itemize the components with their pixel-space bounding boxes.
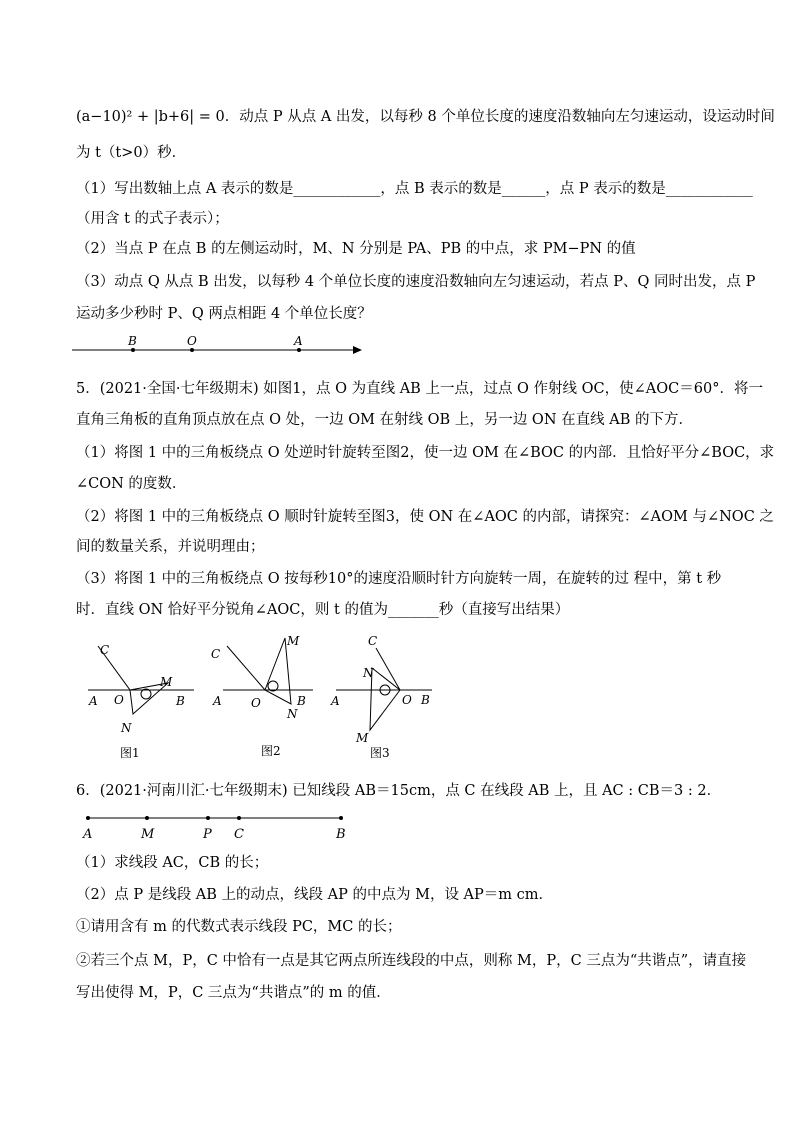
seg-point-C bbox=[237, 816, 241, 820]
p5-q2b: 间的数量关系，并说明理由； bbox=[76, 539, 265, 555]
p6-q2ii-a: ②若三个点 M，P，C 中恰有一点是其它两点所连线段的中点，则称 M，P，C 三点为“共谐点”，请直接 bbox=[76, 953, 747, 969]
fig2-caption: 图2 bbox=[261, 744, 281, 758]
p6-q2ii-b: 写出使得 M，P，C 三点为“共谐点”的 m 的值． bbox=[76, 985, 391, 1001]
seg-point-B bbox=[339, 816, 343, 820]
fig2-label-A: A bbox=[213, 694, 222, 708]
fig3-label-O: O bbox=[402, 693, 412, 707]
seg-label-A: A bbox=[83, 827, 93, 842]
seg-point-P bbox=[206, 816, 210, 820]
label-A: A bbox=[294, 334, 303, 348]
fig1-label-A: A bbox=[89, 694, 98, 708]
fig1-caption: 图1 bbox=[120, 746, 140, 760]
figure-1 bbox=[80, 630, 200, 765]
p4-line1: (a−10)² + |b+6| = 0．动点 P 从点 A 出发，以每秒 8 个单位长度的速度沿数轴向左匀速运动，设运动时间 bbox=[76, 109, 775, 125]
p4-q3b: 运动多少秒时 P、Q 两点相距 4 个单位长度？ bbox=[76, 306, 372, 322]
fig1-label-N: N bbox=[121, 721, 132, 735]
p4-line2: 为 t（t>0）秒． bbox=[76, 145, 187, 161]
label-O: O bbox=[187, 334, 197, 348]
fig3-label-C: C bbox=[368, 634, 378, 648]
figure-2 bbox=[205, 630, 325, 765]
point-B-dot bbox=[131, 348, 135, 352]
p4-q2: （2）当点 P 在点 B 的左侧运动时，M、N 分别是 PA、PB 的中点，求 PM−PN 的值 bbox=[76, 241, 636, 257]
seg-label-B: B bbox=[336, 827, 346, 842]
p5-line1: 5．(2021·全国·七年级期末) 如图1，点 O 为直线 AB 上一点，过点 O 作射线 OC，使∠AOC＝60°．将一 bbox=[76, 381, 763, 397]
p6-q2: （2）点 P 是线段 AB 上的动点，线段 AP 的中点为 M，设 AP＝m cm． bbox=[76, 887, 554, 903]
figure-3 bbox=[328, 630, 440, 765]
p5-q3a: （3）将图 1 中的三角板绕点 O 按每秒10°的速度沿顺时针方向旋转一周，在旋转的过 程中，第 t 秒 bbox=[76, 571, 722, 587]
seg-point-M bbox=[145, 816, 149, 820]
fig1-label-M: M bbox=[160, 675, 173, 689]
seg-label-M: M bbox=[141, 827, 155, 842]
fig2-label-C: C bbox=[211, 647, 221, 661]
seg-label-C: C bbox=[234, 827, 244, 842]
p6-q2i: ①请用含有 m 的代数式表示线段 PC，MC 的长； bbox=[76, 919, 402, 935]
fig1-label-C: C bbox=[100, 643, 110, 657]
fig3-label-A: A bbox=[331, 694, 340, 708]
fig1-label-O: O bbox=[114, 693, 124, 707]
point-O-dot bbox=[190, 348, 194, 352]
p4-q1a: （1）写出数轴上点 A 表示的数是____________，点 B 表示的数是______，点 P 表示的数是____________ bbox=[76, 181, 753, 197]
fig2-label-B: B bbox=[297, 694, 306, 708]
fig3-label-M: M bbox=[356, 731, 369, 745]
p5-q1a: （1）将图 1 中的三角板绕点 O 处逆时针旋转至图2，使一边 OM 在∠BOC 的内部．且恰好平分∠BOC，求 bbox=[76, 445, 775, 461]
fig1-label-B: B bbox=[176, 694, 185, 708]
fig2-label-N: N bbox=[287, 707, 298, 721]
p6-q1: （1）求线段 AC，CB 的长； bbox=[76, 855, 269, 871]
fig2-label-O: O bbox=[251, 696, 261, 710]
point-A-dot bbox=[297, 348, 301, 352]
p5-q1b: ∠CON 的度数． bbox=[76, 476, 187, 492]
seg-point-A bbox=[86, 816, 90, 820]
seg-label-P: P bbox=[203, 827, 212, 842]
label-B: B bbox=[128, 334, 137, 348]
p5-line2: 直角三角板的直角顶点放在点 O 处，一边 OM 在射线 OB 上，另一边 ON 在直线 AB 的下方． bbox=[76, 412, 693, 428]
p5-q2a: （2）将图 1 中的三角板绕点 O 顺时针旋转至图3，使 ON 在∠AOC 的内部，请探究：∠AOM 与∠NOC 之 bbox=[76, 509, 774, 525]
p4-q3a: （3）动点 Q 从点 B 出发，以每秒 4 个单位长度的速度沿数轴向左匀速运动，若点 P、Q 同时出发，点 P bbox=[76, 274, 756, 290]
segment-figure bbox=[78, 810, 358, 842]
number-line-figure bbox=[70, 330, 370, 362]
fig2-label-M: M bbox=[287, 634, 300, 648]
p4-q1b: （用含 t 的式子表示）； bbox=[76, 211, 229, 227]
p6-line1: 6．(2021·河南川汇·七年级期末) 已知线段 AB＝15cm，点 C 在线段 AB 上，且 AC : CB＝3 : 2． bbox=[76, 783, 722, 799]
p5-q3b: 时．直线 ON 恰好平分锐角∠AOC，则 t 的值为_______秒（直接写出结果） bbox=[76, 602, 570, 618]
fig3-label-N: N bbox=[363, 666, 374, 680]
fig3-label-B: B bbox=[421, 693, 430, 707]
fig3-caption: 图3 bbox=[370, 746, 390, 760]
